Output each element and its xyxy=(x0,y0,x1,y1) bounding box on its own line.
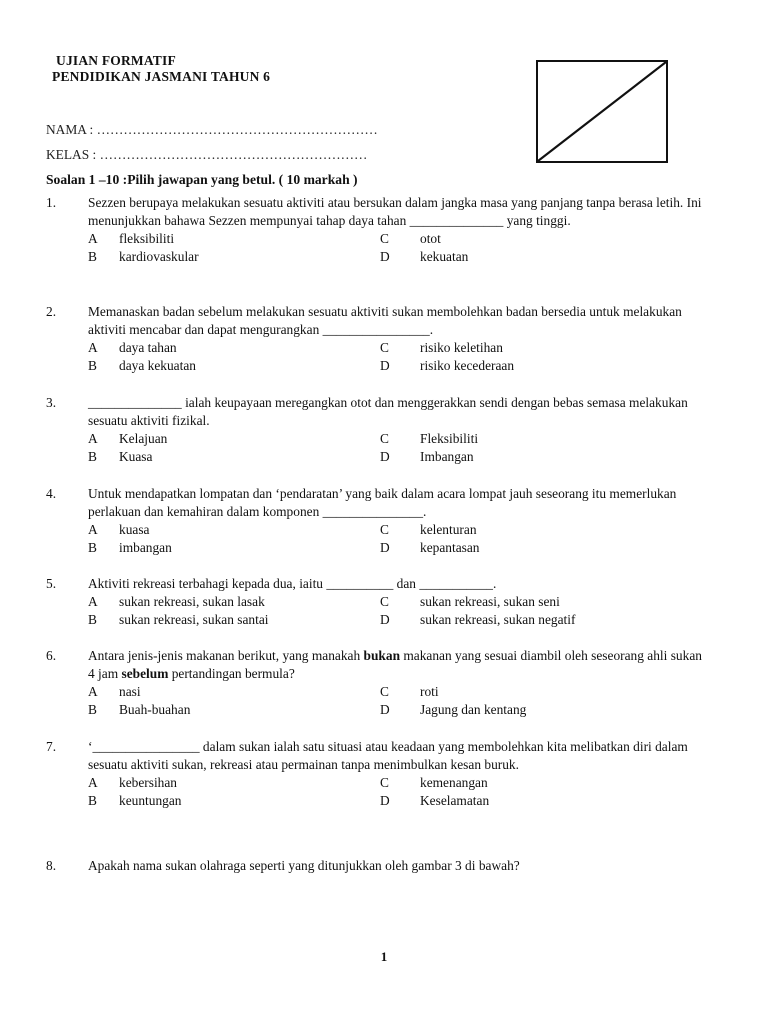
option-text[interactable]: nasi xyxy=(119,684,141,699)
option-text[interactable]: daya tahan xyxy=(119,340,177,355)
option-label: B xyxy=(88,612,97,627)
option-text[interactable]: otot xyxy=(420,231,441,246)
option-text[interactable]: keuntungan xyxy=(119,793,182,808)
option-label: D xyxy=(380,249,390,264)
option-text[interactable]: Jagung dan kentang xyxy=(420,702,527,717)
page-number: 1 xyxy=(380,949,388,964)
options xyxy=(88,230,716,266)
option-row xyxy=(88,683,716,701)
option-label: A xyxy=(88,522,98,537)
option-row xyxy=(88,357,716,375)
option-text[interactable]: sukan rekreasi, sukan lasak xyxy=(119,594,265,609)
question-1 xyxy=(46,194,716,266)
instruction: Soalan 1 –10 :Pilih jawapan yang betul. ( 10 markah ) xyxy=(46,172,358,187)
question-number: 7. xyxy=(46,739,57,754)
question-text: Aktiviti rekreasi terbahagi kepada dua, iaitu __________ dan ___________. xyxy=(88,576,497,591)
question-number: 1. xyxy=(46,195,57,210)
question-text: Apakah nama sukan olahraga seperti yang ditunjukkan oleh gambar 3 di bawah? xyxy=(88,858,520,873)
option-label: B xyxy=(88,702,97,717)
option-label: C xyxy=(380,684,389,699)
question-number: 6. xyxy=(46,648,57,663)
option-row xyxy=(88,448,716,466)
option-text[interactable]: Kelajuan xyxy=(119,431,168,446)
question-text-part: pertandingan bermula? xyxy=(168,666,295,681)
option-label: A xyxy=(88,231,98,246)
option-text[interactable]: imbangan xyxy=(119,540,172,555)
option-label: B xyxy=(88,249,97,264)
option-label: B xyxy=(88,358,97,373)
option-label: C xyxy=(380,775,389,790)
option-label: D xyxy=(380,702,390,717)
option-label: B xyxy=(88,449,97,464)
option-label: A xyxy=(88,594,98,609)
question-text: Memanaskan badan sebelum melakukan sesuatu aktiviti sukan membolehkan badan bersedia untuk melakukan aktiviti mencabar dan dapat mengurangkan ________________. xyxy=(88,304,682,337)
options xyxy=(88,683,716,719)
question-text: Sezzen berupaya melakukan sesuatu aktiviti atau bersukan dalam jangka masa yang panjang tanpa berasa letih. Ini menunjukkan bahawa Sezzen mempunyai tahap daya tahan ______________ yang tinggi. xyxy=(88,195,702,228)
option-text[interactable]: fleksibiliti xyxy=(119,231,175,246)
options xyxy=(88,430,716,466)
option-row xyxy=(88,792,716,810)
question-number: 2. xyxy=(46,304,57,319)
option-label: A xyxy=(88,684,98,699)
option-row xyxy=(88,339,716,357)
option-label: D xyxy=(380,793,390,808)
question-7 xyxy=(46,738,716,810)
subject-title: PENDIDIKAN JASMANI TAHUN 6 xyxy=(52,69,271,84)
option-text[interactable]: Kuasa xyxy=(119,449,153,464)
option-label: D xyxy=(380,612,390,627)
question-3 xyxy=(46,394,716,466)
option-label: A xyxy=(88,431,98,446)
question-6 xyxy=(46,647,716,719)
option-label: C xyxy=(380,594,389,609)
option-text[interactable]: kemenangan xyxy=(420,775,488,790)
option-row xyxy=(88,593,716,611)
options xyxy=(88,521,716,557)
option-text[interactable]: risiko kecederaan xyxy=(420,358,515,373)
option-row xyxy=(88,701,716,719)
question-2 xyxy=(46,303,716,375)
options xyxy=(88,593,716,629)
option-text[interactable]: kuasa xyxy=(119,522,150,537)
option-text[interactable]: kelenturan xyxy=(420,522,477,537)
question-text-part: Antara jenis-jenis makanan berikut, yang manakah xyxy=(88,648,364,663)
question-number: 8. xyxy=(46,858,57,873)
question-text: ______________ ialah keupayaan meregangkan otot dan menggerakkan sendi dengan bebas semasa melakukan sesuatu aktiviti fizikal. xyxy=(88,395,688,428)
question-text: Untuk mendapatkan lompatan dan ‘pendaratan’ yang baik dalam acara lompat jauh seseorang itu memerlukan perlakuan dan kemahiran dalam komponen _______________. xyxy=(88,486,677,519)
options xyxy=(88,339,716,375)
option-text[interactable]: risiko keletihan xyxy=(420,340,503,355)
option-label: B xyxy=(88,793,97,808)
option-label: D xyxy=(380,358,390,373)
name-field[interactable]: NAMA : ……………………………………………………… xyxy=(46,122,378,137)
option-text[interactable]: kekuatan xyxy=(420,249,469,264)
question-emphasis: bukan xyxy=(363,648,401,663)
option-row xyxy=(88,248,716,266)
option-label: C xyxy=(380,522,389,537)
options xyxy=(88,774,716,810)
option-row xyxy=(88,611,716,629)
option-text[interactable]: daya kekuatan xyxy=(119,358,196,373)
option-label: C xyxy=(380,431,389,446)
question-number: 5. xyxy=(46,576,57,591)
option-text[interactable]: Imbangan xyxy=(420,449,474,464)
class-field[interactable]: KELAS : …………………………………………………… xyxy=(46,147,368,162)
option-label: D xyxy=(380,449,390,464)
diagonal-line-icon xyxy=(538,62,666,161)
option-label: D xyxy=(380,540,390,555)
exam-title: UJIAN FORMATIF xyxy=(56,53,176,68)
option-row xyxy=(88,539,716,557)
option-text[interactable]: Keselamatan xyxy=(420,793,490,808)
option-label: C xyxy=(380,340,389,355)
option-row xyxy=(88,230,716,248)
question-number: 3. xyxy=(46,395,57,410)
question-emphasis: sebelum xyxy=(121,666,169,681)
option-text[interactable]: kebersihan xyxy=(119,775,178,790)
question-4 xyxy=(46,485,716,557)
question-5 xyxy=(46,575,716,629)
option-row xyxy=(88,521,716,539)
option-row xyxy=(88,430,716,448)
question-number: 4. xyxy=(46,486,57,501)
question-text: ‘________________ dalam sukan ialah satu situasi atau keadaan yang membolehkan kita melibatkan diri dalam sesuatu aktiviti sukan, rekreasi atau permainan tanpa menimbulkan kesan buruk. xyxy=(88,739,688,772)
option-label: A xyxy=(88,775,98,790)
marks-box xyxy=(536,60,668,163)
question-text-part: makanan yang sesuai diambil oleh seseorang ahli sukan 4 jam xyxy=(88,648,702,681)
option-text[interactable]: sukan rekreasi, sukan seni xyxy=(420,594,560,609)
option-text[interactable]: sukan rekreasi, sukan santai xyxy=(119,612,269,627)
option-label: C xyxy=(380,231,389,246)
option-text[interactable]: kepantasan xyxy=(420,540,480,555)
option-row xyxy=(88,774,716,792)
option-text[interactable]: kardiovaskular xyxy=(119,249,199,264)
option-text[interactable]: roti xyxy=(420,684,439,699)
question-8 xyxy=(46,857,716,875)
question-text xyxy=(88,647,706,683)
option-text[interactable]: sukan rekreasi, sukan negatif xyxy=(420,612,576,627)
option-label: B xyxy=(88,540,97,555)
option-text[interactable]: Buah-buahan xyxy=(119,702,191,717)
option-label: A xyxy=(88,340,98,355)
option-text[interactable]: Fleksibiliti xyxy=(420,431,479,446)
